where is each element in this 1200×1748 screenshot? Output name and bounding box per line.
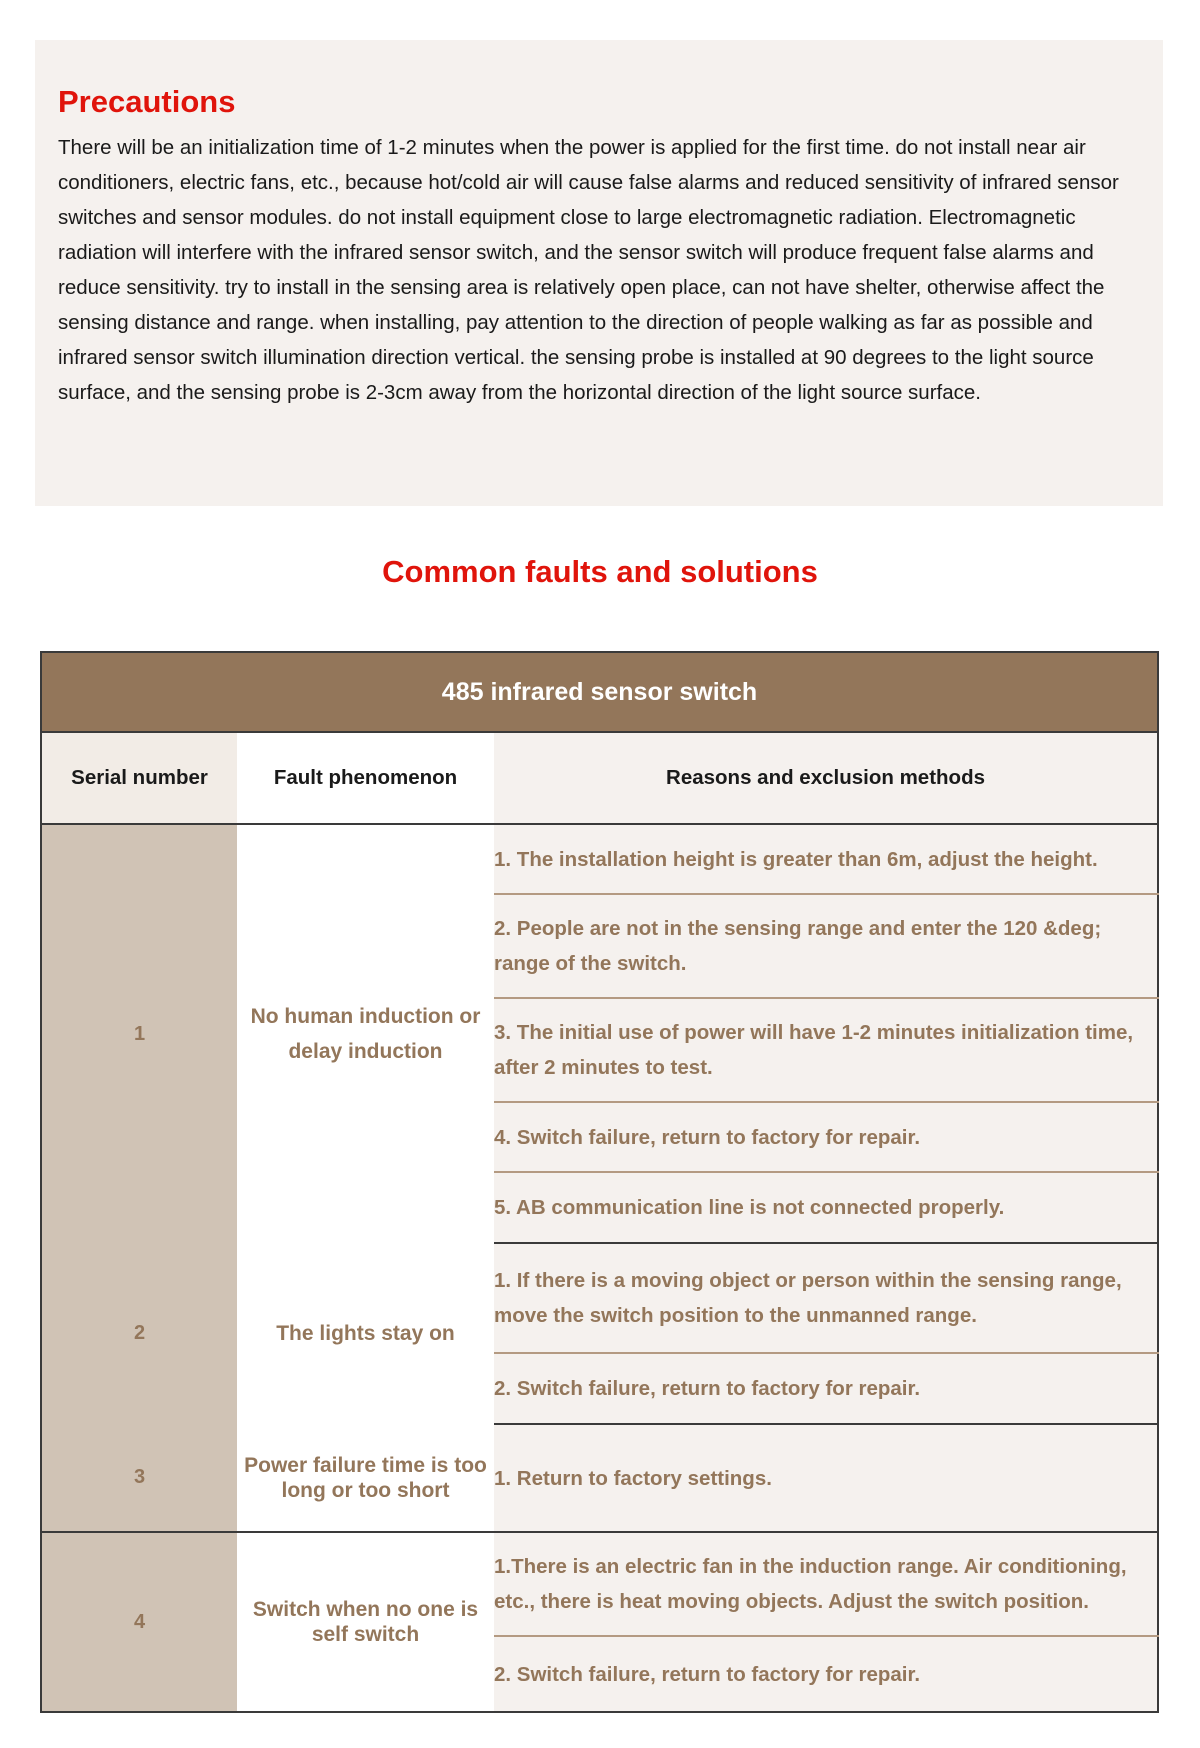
precautions-section	[35, 40, 1163, 506]
faults-section-title: Common faults and solutions	[382, 554, 818, 589]
serial-number-cell: 2	[41, 1243, 237, 1424]
reason-item: 1. If there is a moving object or person within the sensing range, move the switch position to the unmanned range.	[494, 1243, 1158, 1353]
reason-item: 2. Switch failure, return to factory for repair.	[494, 1353, 1158, 1424]
table-row	[41, 824, 1158, 894]
faults-table	[40, 651, 1159, 1713]
header-fault-phenomenon: Fault phenomenon	[237, 732, 494, 824]
serial-number-cell: 1	[41, 824, 237, 1243]
reason-item: 3. The initial use of power will have 1-2 minutes initialization time, after 2 minutes to test.	[494, 998, 1158, 1102]
fault-phenomenon-cell: No human induction or delay induction	[237, 824, 494, 1243]
fault-phenomenon-cell: Switch when no one is self switch	[237, 1532, 494, 1712]
fault-phenomenon-cell: The lights stay on	[237, 1243, 494, 1424]
table-title: 485 infrared sensor switch	[41, 652, 1158, 732]
reason-item: 2. People are not in the sensing range and enter the 120 &deg; range of the switch.	[494, 894, 1158, 998]
precautions-body: There will be an initialization time of 1-2 minutes when the power is applied for the first time. do not install near air conditioners, electric fans, etc., because hot/cold air will cause false alarms and reduced sensitivity of infrared sensor switches and sensor modules. do not install equipment close to large electromagnetic radiation. Electromagnetic radiation will interfere with the infrared sensor switch, and the sensor switch will produce frequent false alarms and reduce sensitivity. try to install in the sensing area is relatively open place, can not have shelter, otherwise affect the sensing distance and range. when installing, pay attention to the direction of people walking as far as possible and infrared sensor switch illumination direction vertical. the sensing probe is installed at 90 degrees to the light source surface, and the sensing probe is 2-3cm away from the horizontal direction of the light source surface.	[58, 136, 1119, 404]
reason-item: 4. Switch failure, return to factory for repair.	[494, 1102, 1158, 1172]
table-row	[41, 1424, 1158, 1532]
fault-phenomenon-cell: Power failure time is too long or too short	[237, 1424, 494, 1532]
header-reasons: Reasons and exclusion methods	[494, 732, 1158, 824]
reason-item: 1. Return to factory settings.	[494, 1424, 1158, 1532]
precautions-title: Precautions	[58, 84, 236, 119]
reason-item: 5. AB communication line is not connected properly.	[494, 1172, 1158, 1243]
serial-number-cell: 3	[41, 1424, 237, 1532]
table-row	[41, 1243, 1158, 1353]
reason-item: 2. Switch failure, return to factory for repair.	[494, 1636, 1158, 1712]
reason-item: 1.There is an electric fan in the induction range. Air conditioning, etc., there is heat moving objects. Adjust the switch position.	[494, 1532, 1158, 1636]
header-serial-number: Serial number	[41, 732, 237, 824]
table-row	[41, 1532, 1158, 1636]
reason-item: 1. The installation height is greater than 6m, adjust the height.	[494, 824, 1158, 894]
serial-number-cell: 4	[41, 1532, 237, 1712]
